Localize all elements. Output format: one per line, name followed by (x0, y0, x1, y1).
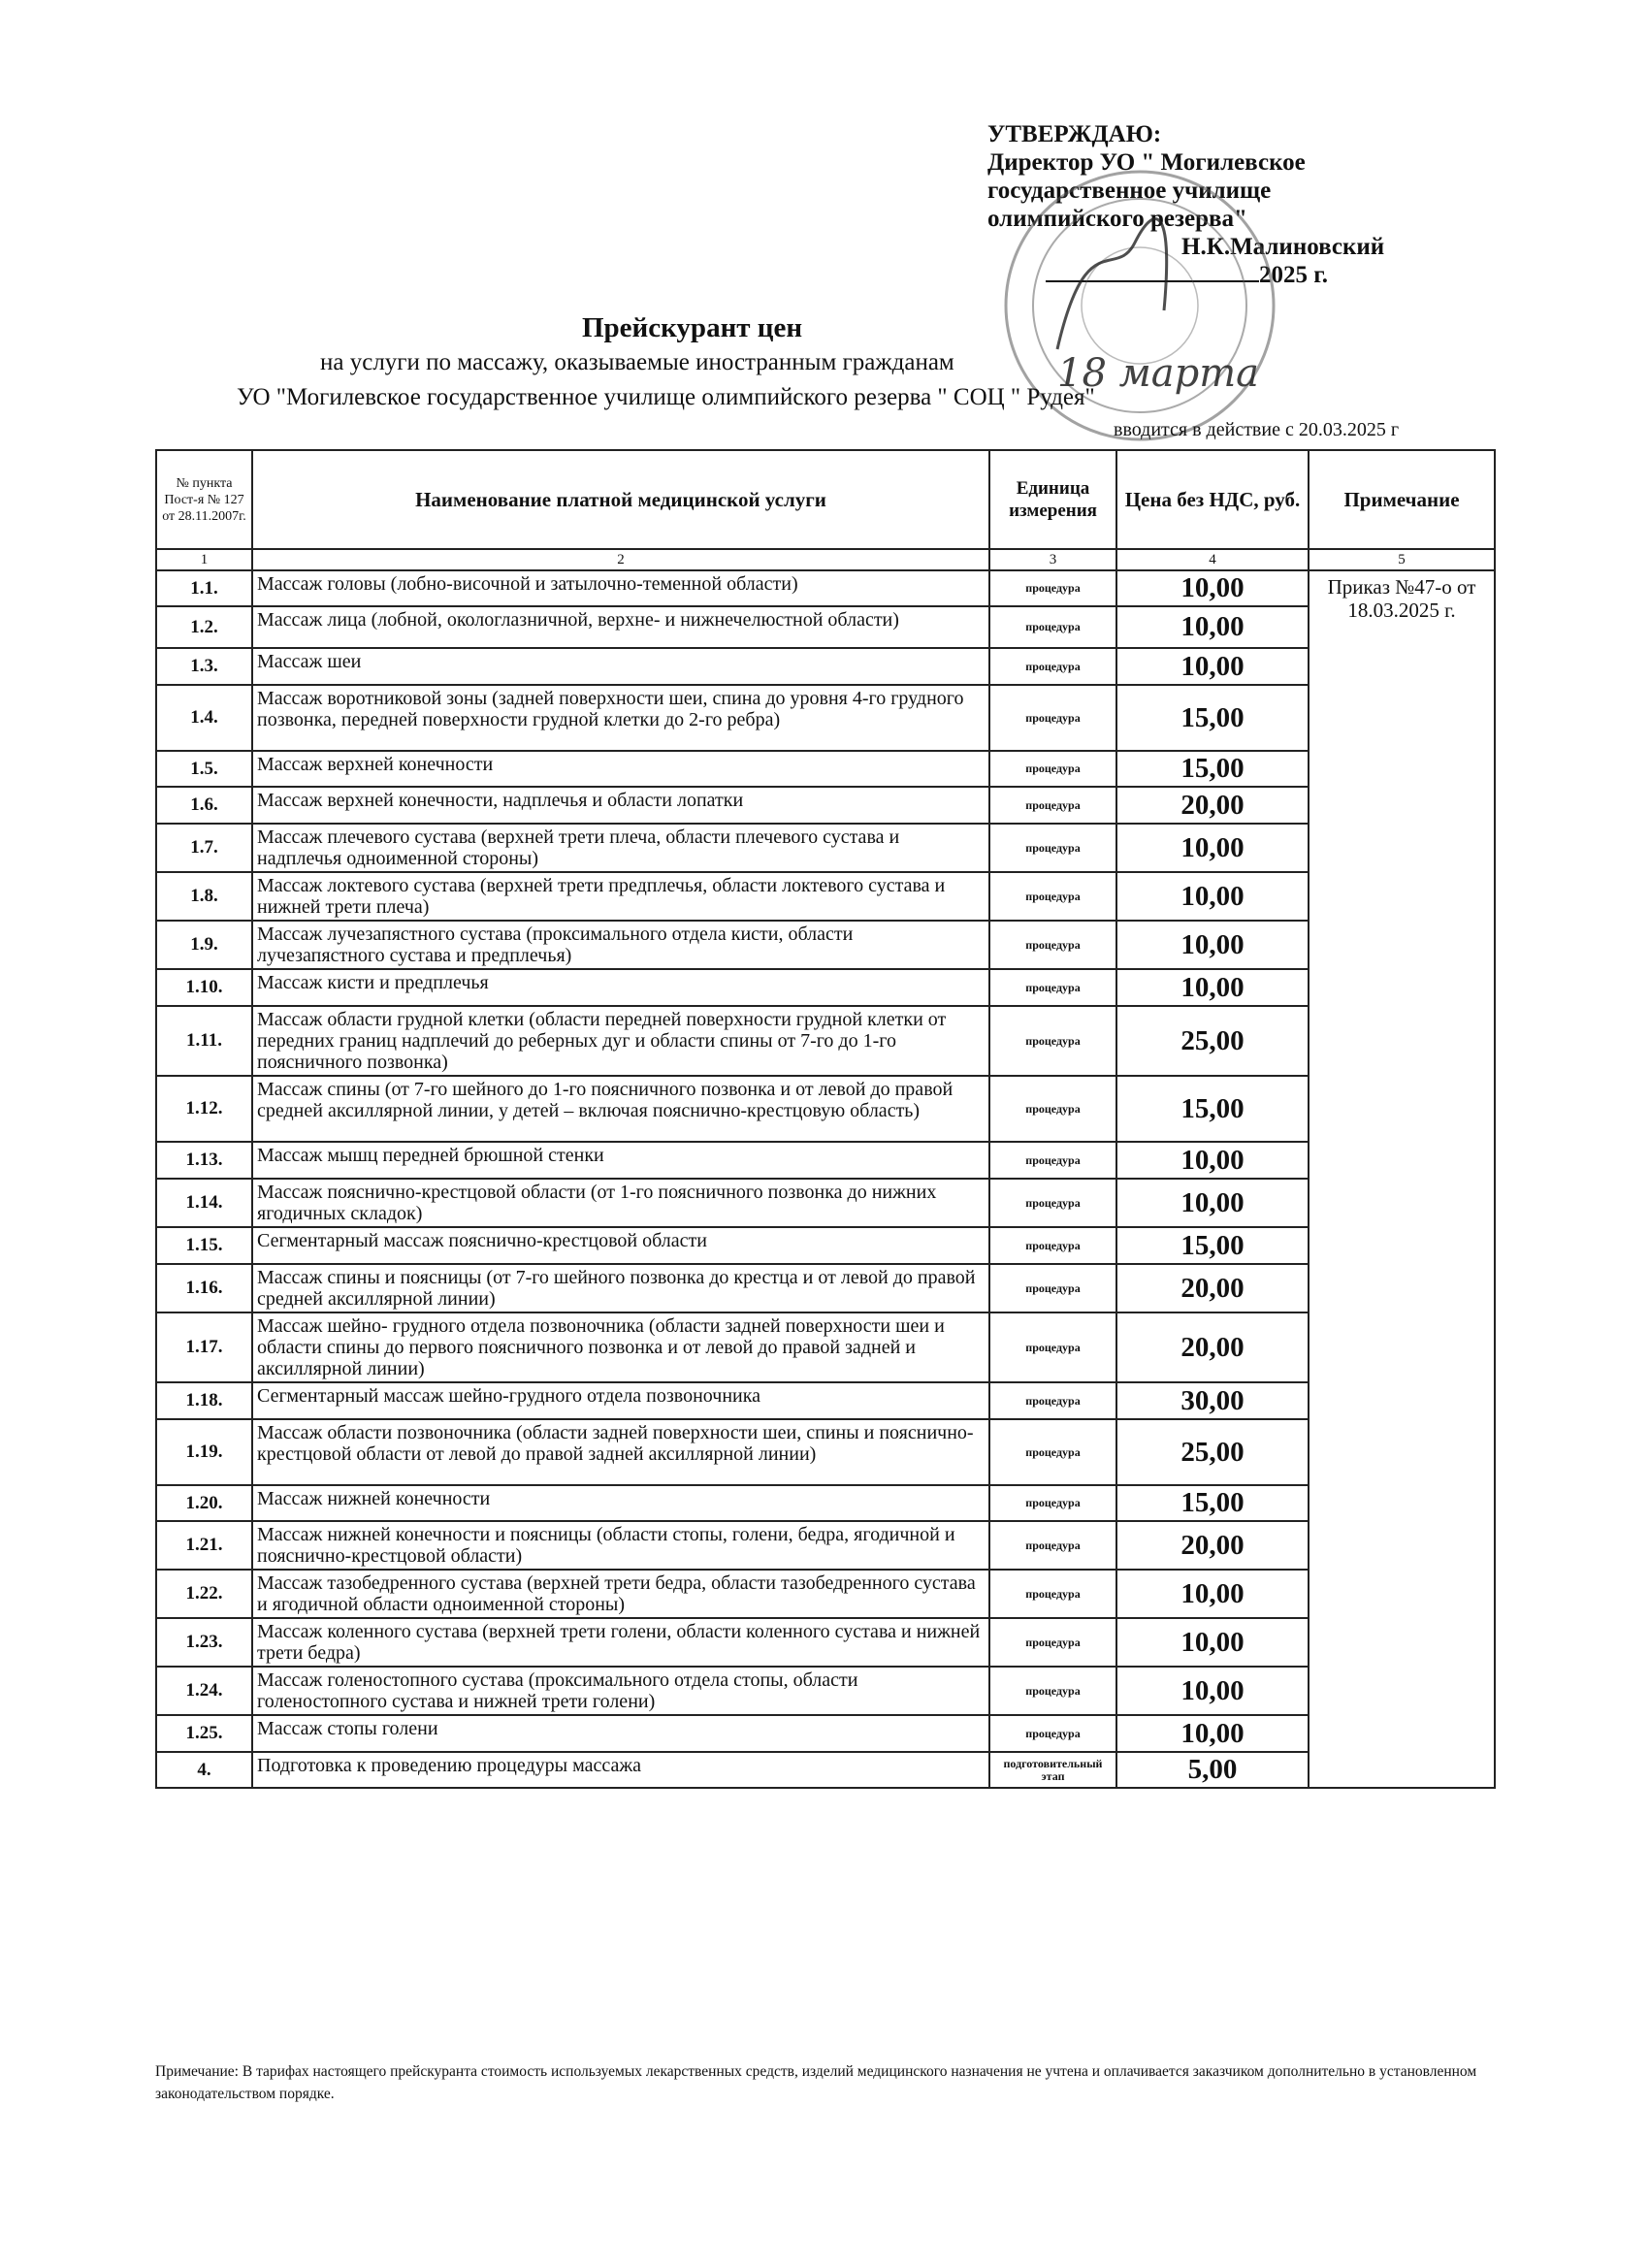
service-name: Массаж лица (лобной, окологлазничной, верхне- и нижнечелюстной области) (252, 606, 989, 648)
price-value: 10,00 (1116, 648, 1309, 685)
unit-label: процедура (989, 570, 1116, 606)
service-name: Массаж спины (от 7-го шейного до 1-го поясничного позвонка и от левой до правой средней аксиллярной линии, у детей – включая пояснично-крестцовую область) (252, 1076, 989, 1142)
approval-line-1: Директор УО " Могилевское (987, 149, 1306, 176)
row-number: 1.10. (156, 969, 252, 1006)
price-value: 10,00 (1116, 1142, 1309, 1179)
row-number: 1.22. (156, 1570, 252, 1618)
service-name: Массаж плечевого сустава (верхней трети плеча, области плечевого сустава и надплечья одноименной стороны) (252, 824, 989, 872)
column-number: 3 (989, 549, 1116, 570)
price-value: 10,00 (1116, 921, 1309, 969)
service-name: Сегментарный массаж шейно-грудного отдела позвоночника (252, 1382, 989, 1419)
approval-year: 2025 г. (1259, 262, 1329, 288)
column-number: 1 (156, 549, 252, 570)
table-row (156, 1006, 1495, 1076)
service-name: Массаж спины и поясницы (от 7-го шейного позвонка до крестца и от левой до правой средней аксиллярной линии) (252, 1264, 989, 1312)
unit-label: процедура (989, 824, 1116, 872)
price-value: 5,00 (1116, 1752, 1309, 1788)
price-value: 20,00 (1116, 1521, 1309, 1570)
row-number: 1.2. (156, 606, 252, 648)
table-row (156, 1485, 1495, 1521)
approval-line-3: олимпийского резерва" (987, 206, 1247, 232)
row-number: 1.3. (156, 648, 252, 685)
price-value: 10,00 (1116, 824, 1309, 872)
service-name: Массаж верхней конечности (252, 751, 989, 787)
table-row (156, 751, 1495, 787)
service-name: Массаж лучезапястного сустава (проксимального отдела кисти, области лучезапястного сустава и предплечья) (252, 921, 989, 969)
service-name: Массаж кисти и предплечья (252, 969, 989, 1006)
service-name: Массаж локтевого сустава (верхней трети предплечья, области локтевого сустава и нижней трети плеча) (252, 872, 989, 921)
column-number: 2 (252, 549, 989, 570)
table-row (156, 1419, 1495, 1485)
service-name: Массаж головы (лобно-височной и затылочно-теменной области) (252, 570, 989, 606)
unit-label: процедура (989, 1521, 1116, 1570)
table-row (156, 1179, 1495, 1227)
row-number: 1.15. (156, 1227, 252, 1264)
row-number: 1.13. (156, 1142, 252, 1179)
footnote: Примечание: В тарифах настоящего прейскуранта стоимость используемых лекарственных средств, изделий медицинского назначения не учтена и оплачивается заказчиком дополнительно в установленном законодательством порядке. (155, 2063, 1477, 2102)
table-row (156, 1521, 1495, 1570)
table-row (156, 1142, 1495, 1179)
table-row (156, 606, 1495, 648)
table-row (156, 1264, 1495, 1312)
note-cell: Приказ №47-о от 18.03.2025 г. (1309, 570, 1495, 1788)
row-number: 1.16. (156, 1264, 252, 1312)
price-value: 10,00 (1116, 606, 1309, 648)
price-value: 20,00 (1116, 787, 1309, 824)
header-note: Примечание (1309, 450, 1495, 549)
row-number: 1.18. (156, 1382, 252, 1419)
price-value: 10,00 (1116, 1179, 1309, 1227)
page-title: Прейскурант цен (582, 312, 803, 343)
service-name: Массаж пояснично-крестцовой области (от 1-го поясничного позвонка до нижних ягодичных складок) (252, 1179, 989, 1227)
unit-label: процедура (989, 1076, 1116, 1142)
row-number: 1.17. (156, 1312, 252, 1382)
approval-signatory: Н.К.Малиновский (1181, 234, 1385, 260)
table-row (156, 1570, 1495, 1618)
service-name: Массаж верхней конечности, надплечья и области лопатки (252, 787, 989, 824)
service-name: Массаж нижней конечности (252, 1485, 989, 1521)
service-name: Массаж голеностопного сустава (проксимального отдела стопы, области голеностопного сустава и нижней трети голени) (252, 1667, 989, 1715)
table-row (156, 969, 1495, 1006)
unit-label: процедура (989, 1227, 1116, 1264)
column-number: 4 (1116, 549, 1309, 570)
approval-heading: УТВЕРЖДАЮ: (987, 121, 1162, 147)
unit-label: процедура (989, 1312, 1116, 1382)
header-service-name: Наименование платной медицинской услуги (252, 450, 989, 549)
row-number: 1.14. (156, 1179, 252, 1227)
handwritten-date: 18 марта (1057, 351, 1260, 396)
header-item-number: № пункта Пост-я № 127 от 28.11.2007г. (156, 450, 252, 549)
table-row (156, 1752, 1495, 1788)
price-value: 15,00 (1116, 751, 1309, 787)
price-value: 15,00 (1116, 1076, 1309, 1142)
unit-label: процедура (989, 685, 1116, 751)
row-number: 1.20. (156, 1485, 252, 1521)
service-name: Массаж области позвоночника (области задней поверхности шеи, спины и пояснично-крестцовой области от левой до правой задней аксиллярной линии) (252, 1419, 989, 1485)
unit-label: процедура (989, 1382, 1116, 1419)
unit-label: процедура (989, 1570, 1116, 1618)
price-value: 10,00 (1116, 570, 1309, 606)
unit-label: процедура (989, 1142, 1116, 1179)
unit-label: подготовительный этап (989, 1752, 1116, 1788)
table-row (156, 921, 1495, 969)
unit-label: процедура (989, 787, 1116, 824)
column-number-row (156, 549, 1495, 570)
table-row (156, 648, 1495, 685)
table-row (156, 1715, 1495, 1752)
price-value: 10,00 (1116, 1618, 1309, 1667)
price-table (155, 449, 1496, 1789)
unit-label: процедура (989, 751, 1116, 787)
row-number: 1.21. (156, 1521, 252, 1570)
price-value: 15,00 (1116, 1485, 1309, 1521)
row-number: 1.9. (156, 921, 252, 969)
price-value: 10,00 (1116, 969, 1309, 1006)
table-row (156, 685, 1495, 751)
column-number: 5 (1309, 549, 1495, 570)
service-name: Массаж мышц передней брюшной стенки (252, 1142, 989, 1179)
row-number: 1.1. (156, 570, 252, 606)
row-number: 1.4. (156, 685, 252, 751)
table-row (156, 1667, 1495, 1715)
table-row (156, 1227, 1495, 1264)
price-value: 10,00 (1116, 872, 1309, 921)
page-subtitle: на услуги по массажу, оказываемые иностранным гражданам (320, 349, 954, 375)
price-value: 10,00 (1116, 1667, 1309, 1715)
signature-stroke (1057, 219, 1167, 349)
unit-label: процедура (989, 1419, 1116, 1485)
row-number: 1.23. (156, 1618, 252, 1667)
price-value: 20,00 (1116, 1312, 1309, 1382)
unit-label: процедура (989, 606, 1116, 648)
service-name: Сегментарный массаж пояснично-крестцовой области (252, 1227, 989, 1264)
service-name: Массаж шеи (252, 648, 989, 685)
table-row (156, 570, 1495, 606)
price-value: 20,00 (1116, 1264, 1309, 1312)
table-row (156, 787, 1495, 824)
table-row (156, 1618, 1495, 1667)
service-name: Подготовка к проведению процедуры массажа (252, 1752, 989, 1788)
row-number: 1.12. (156, 1076, 252, 1142)
unit-label: процедура (989, 969, 1116, 1006)
table-row (156, 1312, 1495, 1382)
unit-label: процедура (989, 648, 1116, 685)
price-value: 10,00 (1116, 1715, 1309, 1752)
organization-name: УО "Могилевское государственное училище олимпийского резерва " СОЦ " Рудея" (237, 384, 1095, 410)
row-number: 1.5. (156, 751, 252, 787)
table-row (156, 1076, 1495, 1142)
service-name: Массаж нижней конечности и поясницы (области стопы, голени, бедра, ягодичной и пояснично-крестцовой области) (252, 1521, 989, 1570)
unit-label: процедура (989, 1264, 1116, 1312)
unit-label: процедура (989, 1667, 1116, 1715)
unit-label: процедура (989, 921, 1116, 969)
header-price: Цена без НДС, руб. (1116, 450, 1309, 549)
row-number: 1.24. (156, 1667, 252, 1715)
service-name: Массаж стопы голени (252, 1715, 989, 1752)
service-name: Массаж воротниковой зоны (задней поверхности шеи, спина до уровня 4-го грудного позвонка, передней поверхности грудной клетки до 2-го ребра) (252, 685, 989, 751)
approval-line-2: государственное училище (987, 178, 1272, 204)
table-row (156, 1382, 1495, 1419)
unit-label: процедура (989, 1618, 1116, 1667)
row-number: 1.11. (156, 1006, 252, 1076)
price-value: 10,00 (1116, 1570, 1309, 1618)
price-value: 25,00 (1116, 1419, 1309, 1485)
service-name: Массаж шейно- грудного отдела позвоночника (области задней поверхности шеи и области спины до первого поясничного позвонка и от левой до правой задней и аксиллярной линии) (252, 1312, 989, 1382)
unit-label: процедура (989, 872, 1116, 921)
row-number: 1.7. (156, 824, 252, 872)
row-number: 1.8. (156, 872, 252, 921)
table-row (156, 824, 1495, 872)
row-number: 1.25. (156, 1715, 252, 1752)
header-unit: Единица измерения (989, 450, 1116, 549)
effective-date: вводится в действие с 20.03.2025 г (1114, 419, 1400, 440)
row-number: 1.19. (156, 1419, 252, 1485)
unit-label: процедура (989, 1485, 1116, 1521)
service-name: Массаж коленного сустава (верхней трети голени, области коленного сустава и нижней трети бедра) (252, 1618, 989, 1667)
unit-label: процедура (989, 1006, 1116, 1076)
row-number: 4. (156, 1752, 252, 1788)
unit-label: процедура (989, 1179, 1116, 1227)
service-name: Массаж тазобедренного сустава (верхней трети бедра, области тазобедренного сустава и ягодичной области одноименной стороны) (252, 1570, 989, 1618)
price-value: 15,00 (1116, 685, 1309, 751)
price-value: 30,00 (1116, 1382, 1309, 1419)
price-value: 15,00 (1116, 1227, 1309, 1264)
table-row (156, 872, 1495, 921)
row-number: 1.6. (156, 787, 252, 824)
unit-label: процедура (989, 1715, 1116, 1752)
service-name: Массаж области грудной клетки (области передней поверхности грудной клетки от передних границ надплечий до реберных дуг и области спины от 7-го до 1-го поясничного позвонка) (252, 1006, 989, 1076)
price-value: 25,00 (1116, 1006, 1309, 1076)
